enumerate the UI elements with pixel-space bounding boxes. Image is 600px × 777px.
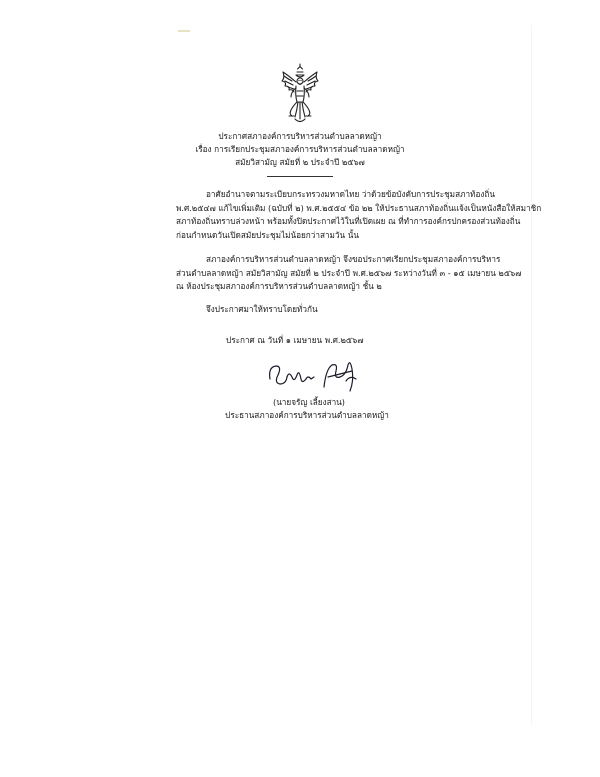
paragraph-line: จึงประกาศมาให้ทราบโดยทั่วกัน (206, 304, 318, 314)
paragraph-line: สภาองค์การบริหารส่วนตำบลลาดหญ้า จึงขอประกาศเรียกประชุมสภาองค์การบริหาร (206, 254, 501, 264)
signer-title: ประธานสภาองค์การบริหารส่วนตำบลลาดหญ้า (225, 410, 389, 420)
handwritten-signature (262, 357, 372, 395)
announcement-subject: เรื่อง การเรียกประชุมสภาองค์การบริหารส่วนตำบลลาดหญ้า (195, 144, 405, 154)
body-paragraph-3 (176, 303, 464, 317)
announcement-date: ประกาศ ณ วันที่ ๑ เมษายน พ.ศ.๒๕๖๗ (226, 335, 364, 345)
header-divider (267, 176, 333, 177)
paragraph-line: ณ ห้องประชุมสภาองค์การบริหารส่วนตำบลลาดหญ้า ชั้น ๒ (176, 281, 382, 292)
signer-name: (นายจรัญ เลี้ยงสาน) (273, 397, 345, 407)
paragraph-line: ส่วนตำบลลาดหญ้า สมัยวิสามัญ สมัยที่ ๒ ประจำปี พ.ศ.๒๕๖๗ ระหว่างวันที่ ๓ - ๑๕ เมษายน ๒๕๖๗ (176, 267, 522, 278)
announcement-issuer: ประกาศสภาองค์การบริหารส่วนตำบลลาดหญ้า (218, 131, 382, 141)
paragraph-line: พ.ศ.๒๕๔๗ แก้ไขเพิ่มเติม (ฉบับที่ ๒) พ.ศ.๒๕๕๔ ข้อ ๒๒ ให้ประธานสภาท้องถิ่นแจ้งเป็นหนังสือให้สมาชิก (176, 202, 542, 213)
announcement-session: สมัยวิสามัญ สมัยที่ ๒ ประจำปี ๒๕๖๗ (235, 157, 365, 167)
body-paragraph-1 (176, 188, 542, 242)
paragraph-line: อาศัยอำนาจตามระเบียบกระทรวงมหาดไทย ว่าด้วยข้อบังคับการประชุมสภาท้องถิ่น (206, 189, 495, 199)
garuda-emblem-icon (279, 62, 321, 126)
body-paragraph-2 (176, 253, 522, 294)
scan-artifact (178, 30, 190, 32)
paragraph-line: ก่อนกำหนดวันเปิดสมัยประชุมไม่น้อยกว่าสามวัน นั้น (176, 229, 359, 240)
paragraph-line: สภาท้องถิ่นทราบล่วงหน้า พร้อมทั้งปิดประกาศไว้ในที่เปิดเผย ณ ที่ทำการองค์กรปกครองส่วนท้องถิ่น (176, 216, 521, 227)
